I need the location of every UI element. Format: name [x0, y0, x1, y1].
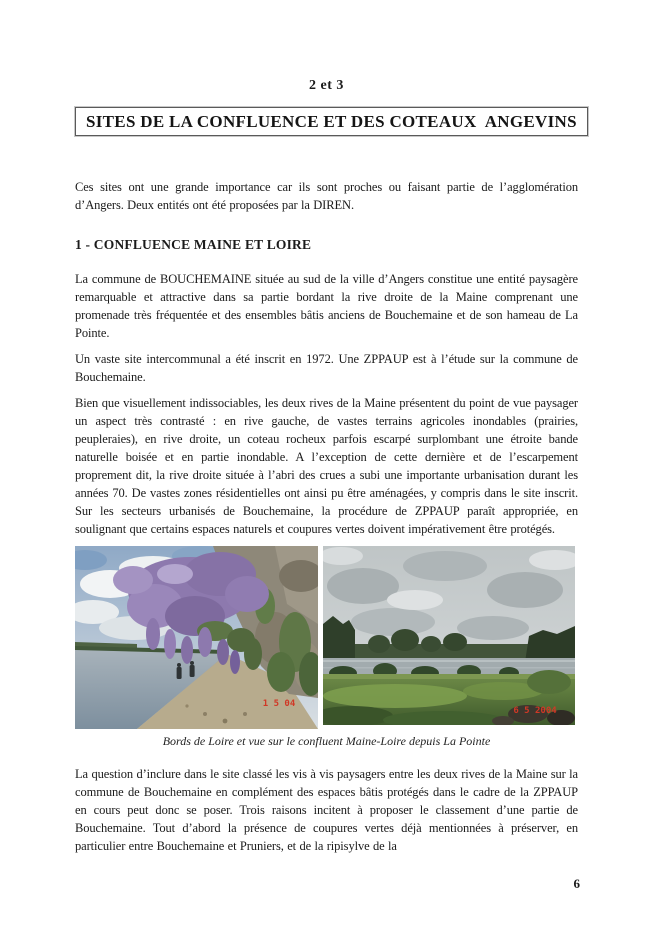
photo-caption: Bords de Loire et vue sur le confluent Maine-Loire depuis La Pointe [162, 734, 491, 748]
closing-paragraph: La question d’inclure dans le site classé les vis à vis paysagers entre les deux rives de la Maine sur la commune de Bouchemaine en complément des espaces bâtis protégés dans le cadre de la ZPPAUP en cours peut donc se poser. Trois raisons incitent à proposer le classement d’une partie de Bouchemaine. Tout d’abord la présence de coupures vertes déjà mentionnées à préserver, en particulier entre Bouchemaine et Pruniers, et de la ripisylve de la [75, 767, 578, 853]
photo-confluent-maine-loire [323, 546, 575, 725]
page-number: 6 [573, 876, 580, 891]
page-head-number: 2 et 3 [309, 78, 344, 93]
intro-paragraph: Ces sites ont une grande importance car ils sont proches ou faisant partie de l’agglomération d’Angers. Deux entités ont été proposées par la DIREN. [75, 180, 578, 212]
section-heading: 1 - CONFLUENCE MAINE ET LOIRE [75, 237, 312, 252]
date-stamp-right: 6 5 2004 [513, 706, 557, 716]
paragraph-bouchemaine: La commune de BOUCHEMAINE située au sud de la ville d’Angers constitue une entité paysagère remarquable et attractive dans sa partie bordant la rive droite de la Maine comprenant une promenade très fréquentée et des ensembles bâtis anciens de Bouchemaine et de son hameau de La Pointe. [75, 272, 578, 340]
loire-bank-photo-illustration [75, 546, 318, 729]
paragraph-deux-rives: Bien que visuellement indissociables, les deux rives de la Maine présentent du point de vue paysager un aspect très contrasté : en rive gauche, de vastes terrains agricoles inondables (prairies, peupleraies), en rive droite, un coteau rocheux parfois escarpé surplombant une étroite bande naturelle boisée et en partie inondable. A l’exception de cette dernière et de l’escarpement proprement dit, la rive droite située à l’abri des crues a subi une importante urbanisation durant les années 70. De vastes zones résidentielles ont ainsi pu être aménagées, y compris dans le site inscrit. Sur les secteurs urbanisés de Bouchemaine, la procédure de ZPPAUP paraît appropriée, en soulignant que certains espaces naturels et coupures vertes doivent impérativement être protégés. [75, 396, 578, 536]
title-row [75, 107, 578, 136]
photo-bords-de-loire [75, 546, 318, 729]
confluence-photo-illustration [323, 546, 575, 725]
page-title: SITES DE LA CONFLUENCE ET DES COTEAUX ANGEVINS [75, 107, 588, 136]
date-stamp-left: 1 5 04 [262, 699, 296, 709]
photo-row [75, 546, 578, 729]
page-content [75, 0, 578, 855]
paragraph-site-inscrit: Un vaste site intercommunal a été inscrit en 1972. Une ZPPAUP est à l’étude sur la commune de Bouchemaine. [75, 352, 578, 384]
